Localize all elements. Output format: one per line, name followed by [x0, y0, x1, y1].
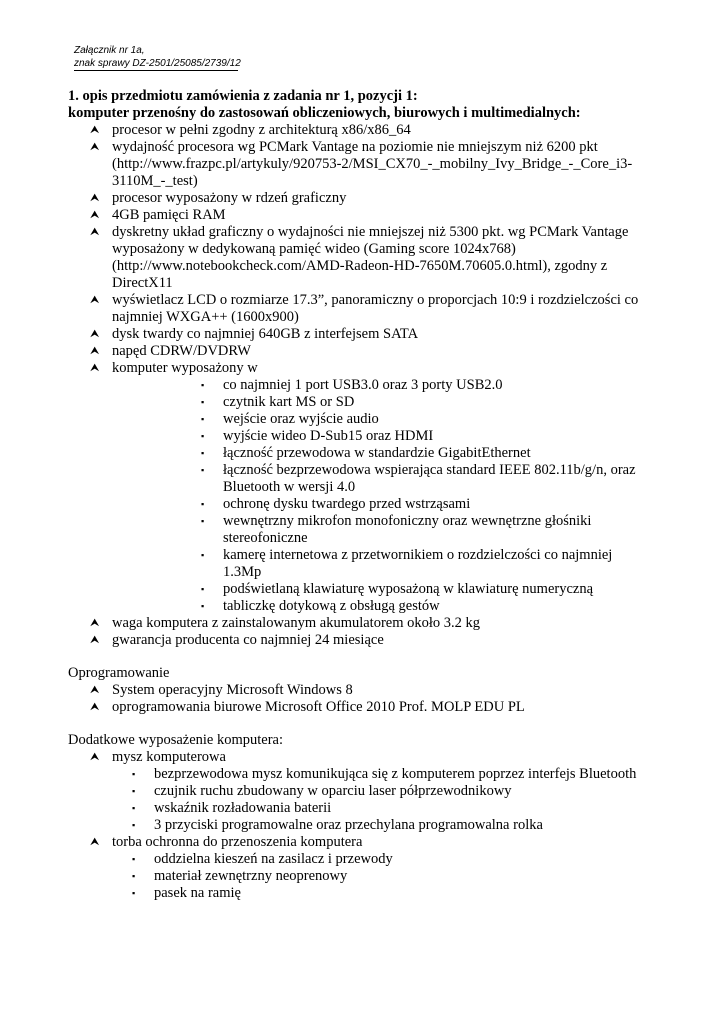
square-bullet-icon: ▪: [201, 397, 205, 407]
document-page: Załącznik nr 1a, znak sprawy DZ-2501/25085/2739/12 1. opis przedmiotu zamówienia z zadania nr 1, pozycji 1: komputer przenośny do zastosowań obliczeniowych, biurowych i multimedialnych: ⮝ procesor w pełni zgodny z architekturą x86/x86_64 ⮝ wydajność procesora wg PCMark Vantage na poziomie nie mniejszym niż 6200 pkt (http://www.frazpc.pl/artykuly/920753-2/MSI_CX70_-_mobilny_Ivy_Bridge_-_Core_i3- 3110M_-_test) ⮝ procesor wyposażony w rdzeń graficzny ⮝ 4GB pamięci RAM ⮝ dyskretny układ graficzny o wydajności nie mniejszej niż 5300 pkt. wg PCMark Vantage wyposażony w dedykowaną pamięć wideo (Gaming score 1024x768) (http://www.notebookcheck.com/AMD-Radeon-HD-7650M.70605.0.html), zgodny z DirectX11 ⮝ wyświetlacz LCD o rozmiarze 17.3”, panoramiczny o proporcjach 10:9 i rozdzielczości co najmniej WXGA++ (1600x900) ⮝ dysk twardy co najmniej 640GB z interfejsem SATA ⮝ napęd CDRW/DVDRW ⮝ komputer wyposażony w ▪ co najmniej 1 port USB3.0 oraz 3 porty USB2.0 ▪ czytnik kart MS or SD ▪ wejście oraz wyjście audio ▪ wyjście wideo D-Sub15 oraz HDMI ▪ łączność przewodowa w standardzie GigabitEthernet ▪ łączność bezprzewodowa wspierająca standard IEEE 802.11b/g/n, oraz Bluetooth w wersji 4.0 ▪ ochronę dysku twardego przed wstrząsami ▪ wewnętrzny mikrofon monofoniczny oraz wewnętrzne głośniki stereofoniczne ▪ kamerę internetowa z przetwornikiem o rozdzielczości co najmniej 1.3Mp ▪ podświetlaną klawiaturę wyposażoną w klawiaturę numeryczną ▪ tabliczkę dotykową z obsługą gestów ⮝ waga komputera z zainstalowanym akumulatorem około 3.2 kg ⮝ gwarancja producenta co najmniej 24 miesiące Oprogramowanie ⮝ System operacyjny Microsoft Windows 8 ⮝ oprogramowania biurowe Microsoft Office 2010 Prof. MOLP EDU PL Dodatkowe wyposażenie komputera: ⮝ mysz komputerowa ▪ bezprzewodowa mysz komunikująca się z komputerem poprzez interfejs Bluetooth ▪ czujnik ruchu zbudowany w oparciu laser półprzewodnikowy ▪ wskaźnik rozładowania baterii ▪ 3 przyciski programowalne oraz przechylana programowalna rolka ⮝ torba ochronna do przenoszenia komputera ▪ oddzielna kieszeń na zasilacz i przewody ▪ materiał zewnętrzny neoprenowy ▪ pasek na ramię: [68, 45, 639, 901]
square-bullet-icon: ▪: [132, 871, 136, 881]
square-bullet-icon: ▪: [201, 431, 205, 441]
arrow-bullet-icon: ⮝: [90, 634, 100, 646]
arrow-bullet-icon: ⮝: [90, 362, 100, 374]
extras-title: Dodatkowe wyposażenie komputera:: [68, 732, 284, 748]
arrow-bullet-icon: ⮝: [90, 751, 100, 763]
square-bullet-icon: ▪: [201, 380, 205, 390]
case-reference: znak sprawy DZ-2501/25085/2739/12: [74, 58, 241, 69]
square-bullet-icon: ▪: [132, 888, 136, 898]
header-underline: [74, 70, 238, 71]
square-bullet-icon: ▪: [132, 820, 136, 830]
square-bullet-icon: ▪: [201, 448, 205, 458]
arrow-bullet-icon: ⮝: [90, 209, 100, 221]
arrow-bullet-icon: ⮝: [90, 226, 100, 238]
square-bullet-icon: ▪: [201, 499, 205, 509]
attachment-label: Załącznik nr 1a,: [74, 45, 145, 56]
square-bullet-icon: ▪: [201, 601, 205, 611]
square-bullet-icon: ▪: [201, 584, 205, 594]
arrow-bullet-icon: ⮝: [90, 294, 100, 306]
square-bullet-icon: ▪: [201, 414, 205, 424]
software-title: Oprogramowanie: [68, 665, 170, 681]
section-heading: 1. opis przedmiotu zamówienia z zadania nr 1, pozycji 1:: [68, 88, 418, 104]
square-bullet-icon: ▪: [201, 465, 205, 475]
arrow-bullet-icon: ⮝: [90, 141, 100, 153]
arrow-bullet-icon: ⮝: [90, 124, 100, 136]
section-subheading: komputer przenośny do zastosowań obliczeniowych, biurowych i multimedialnych:: [68, 105, 581, 121]
square-bullet-icon: ▪: [132, 854, 136, 864]
arrow-bullet-icon: ⮝: [90, 701, 100, 713]
square-bullet-icon: ▪: [201, 550, 205, 560]
arrow-bullet-icon: ⮝: [90, 345, 100, 357]
arrow-bullet-icon: ⮝: [90, 836, 100, 848]
arrow-bullet-icon: ⮝: [90, 192, 100, 204]
arrow-bullet-icon: ⮝: [90, 684, 100, 696]
square-bullet-icon: ▪: [132, 803, 136, 813]
arrow-bullet-icon: ⮝: [90, 328, 100, 340]
square-bullet-icon: ▪: [201, 516, 205, 526]
square-bullet-icon: ▪: [132, 786, 136, 796]
square-bullet-icon: ▪: [132, 769, 136, 779]
arrow-bullet-icon: ⮝: [90, 617, 100, 629]
